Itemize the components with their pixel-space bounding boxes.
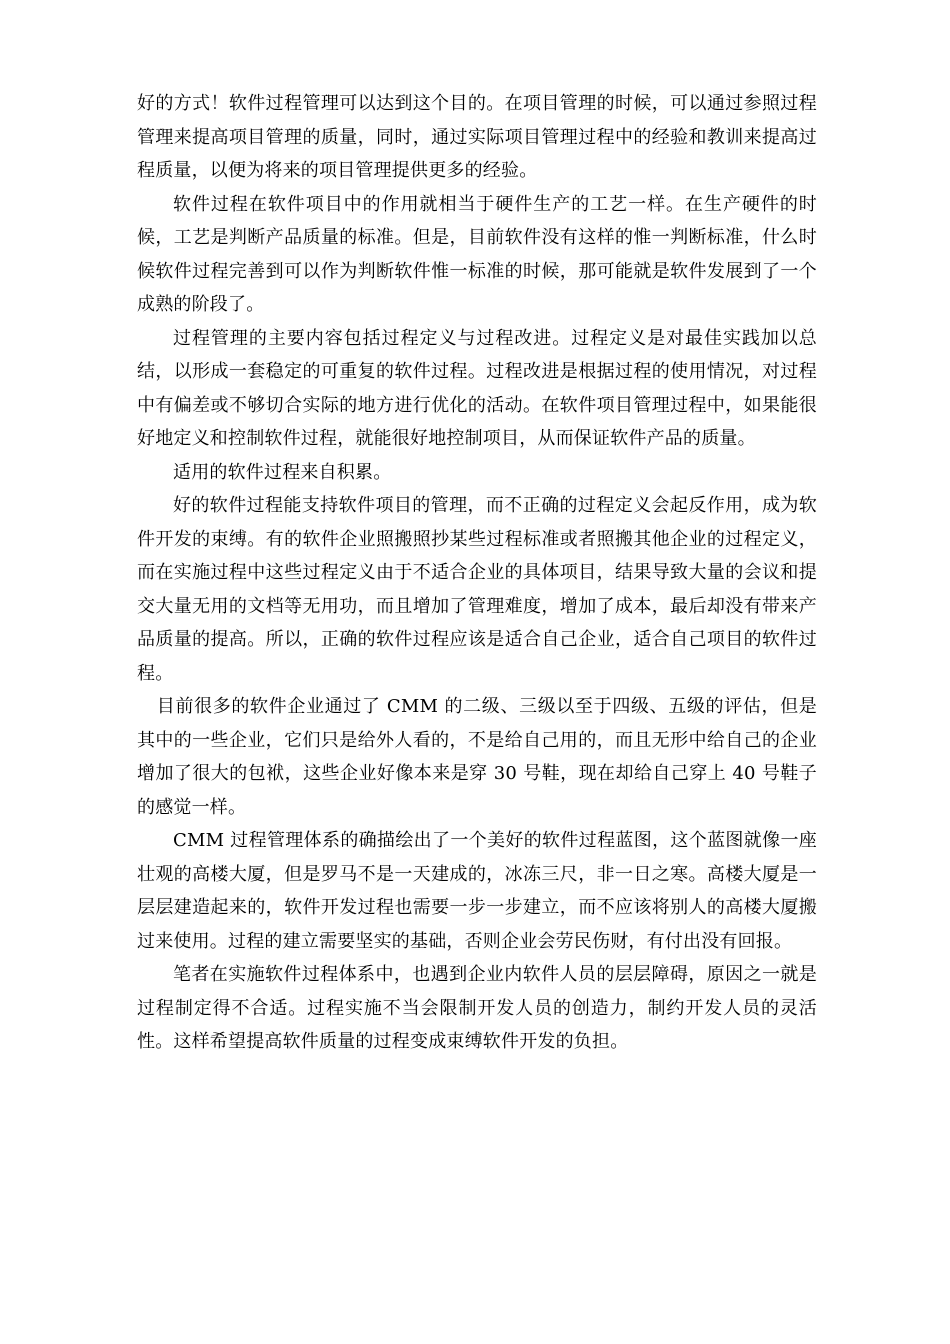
paragraph-cmm-blueprint: CMM 过程管理体系的确描绘出了一个美好的软件过程蓝图，这个蓝图就像一座壮观的高楼大厦，但是罗马不是一天建成的，冰冻三尺，非一日之寒。高楼大厦是一层层建造起来的，软件开发过程也需要一步一步建立，而不应该将别人的高楼大厦搬过来使用。过程的建立需要坚实的基础，否则企业会劳民伤财，有付出没有回报。 (137, 830, 817, 952)
paragraph-software-process-role: 软件过程在软件项目中的作用就相当于硬件生产的工艺一样。在生产硬件的时候，工艺是判断产品质量的标准。但是，目前软件没有这样的惟一判断标准，什么时候软件过程完善到可以作为判断软件惟一标准的时候，那可能就是软件发展到了一个成熟的阶段了。 (137, 193, 817, 315)
paragraph-author-experience: 笔者在实施软件过程体系中，也遇到企业内软件人员的层层障碍，原因之一就是过程制定得不合适。过程实施不当会限制开发人员的创造力，制约开发人员的灵活性。这样希望提高软件质量的过程变成束缚软件开发的负担。 (137, 964, 817, 1052)
document-body (137, 87, 817, 1059)
paragraph-cmm-evaluation: 目前很多的软件企业通过了 CMM 的二级、三级以至于四级、五级的评估，但是其中的一些企业，它们只是给外人看的，不是给自己用的，而且无形中给自己的企业增加了很大的包袱，这些企业好像本来是穿 30 号鞋，现在却给自己穿上 40 号鞋子的感觉一样。 (137, 696, 817, 818)
paragraph-section-heading: 适用的软件过程来自积累。 (173, 461, 392, 483)
paragraph-continuation: 好的方式！软件过程管理可以达到这个目的。在项目管理的时候，可以通过参照过程管理来提高项目管理的质量，同时，通过实际项目管理过程中的经验和教训来提高过程质量，以便为将来的项目管理提供更多的经验。 (137, 93, 817, 181)
paragraph-good-process: 好的软件过程能支持软件项目的管理，而不正确的过程定义会起反作用，成为软件开发的束缚。有的软件企业照搬照抄某些过程标准或者照搬其他企业的过程定义，而在实施过程中这些过程定义由于不适合企业的具体项目，结果导致大量的会议和提交大量无用的文档等无用功，而且增加了管理难度，增加了成本，最后却没有带来产品质量的提高。所以，正确的软件过程应该是适合自己企业，适合自己项目的软件过程。 (137, 495, 817, 684)
paragraph-process-management-content: 过程管理的主要内容包括过程定义与过程改进。过程定义是对最佳实践加以总结，以形成一套稳定的可重复的软件过程。过程改进是根据过程的使用情况，对过程中有偏差或不够切合实际的地方进行优化的活动。在软件项目管理过程中，如果能很好地定义和控制软件过程，就能很好地控制项目，从而保证软件产品的质量。 (137, 327, 817, 449)
